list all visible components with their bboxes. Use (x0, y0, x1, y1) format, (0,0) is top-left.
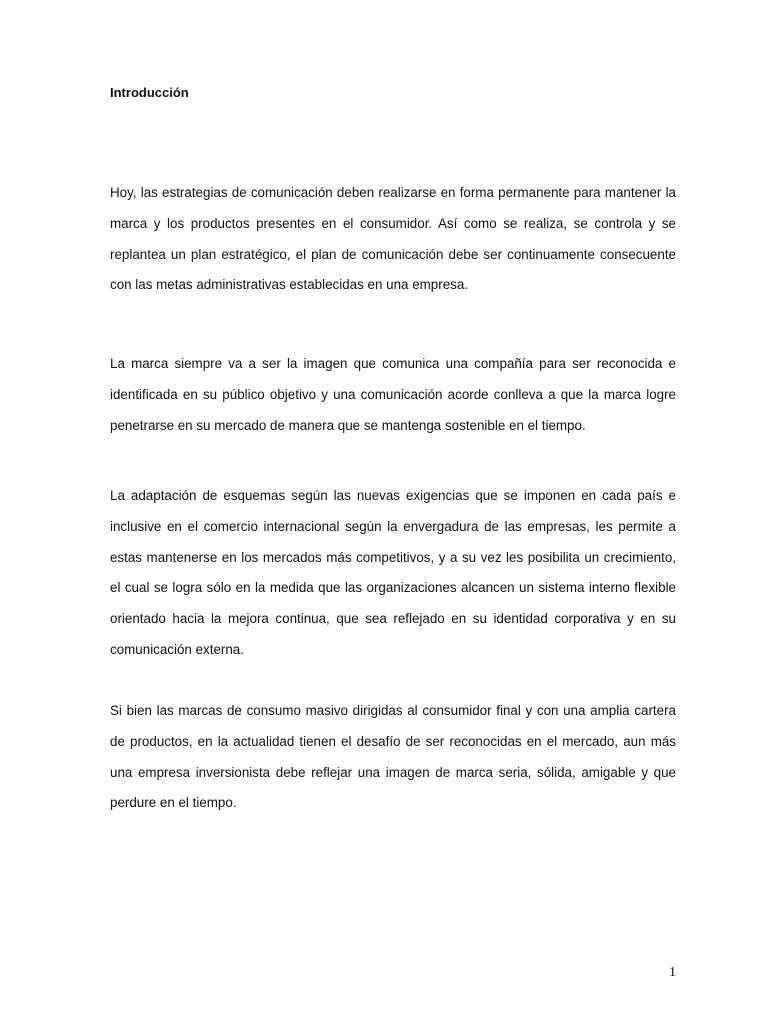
paragraph-4: Si bien las marcas de consumo masivo dirigidas al consumidor final y con una amplia cartera de productos, en la actualidad tienen el desafío de ser reconocidas en el mercado, aun más una empresa inversionista debe reflejar una imagen de marca seria, sólida, amigable y que perdure en el tiempo. (110, 703, 676, 811)
page-number: 1 (669, 965, 676, 980)
section-heading: Introducción (110, 85, 189, 100)
paragraph-3: La adaptación de esquemas según las nuevas exigencias que se imponen en cada país e inclusive en el comercio internacional según la envergadura de las empresas, les permite a estas mantenerse en los mercados más competitivos, y a su vez les posibilita un crecimiento, el cual se logra sólo en la medida que las organizaciones alcancen un sistema interno flexible orientado hacia la mejora continua, que sea reflejado en su identidad corporativa y en su comunicación externa. (110, 488, 676, 657)
paragraph-2: La marca siempre va a ser la imagen que comunica una compañía para ser reconocida e identificada en su público objetivo y una comunicación acorde conlleva a que la marca logre penetrarse en su mercado de manera que se mantenga sostenible en el tiempo. (110, 356, 676, 433)
paragraph-1: Hoy, las estrategias de comunicación deben realizarse en forma permanente para mantener la marca y los productos presentes en el consumidor. Así como se realiza, se controla y se replantea un plan estratégico, el plan de comunicación debe ser continuamente consecuente con las metas administrativas establecidas en una empresa. (110, 185, 676, 293)
